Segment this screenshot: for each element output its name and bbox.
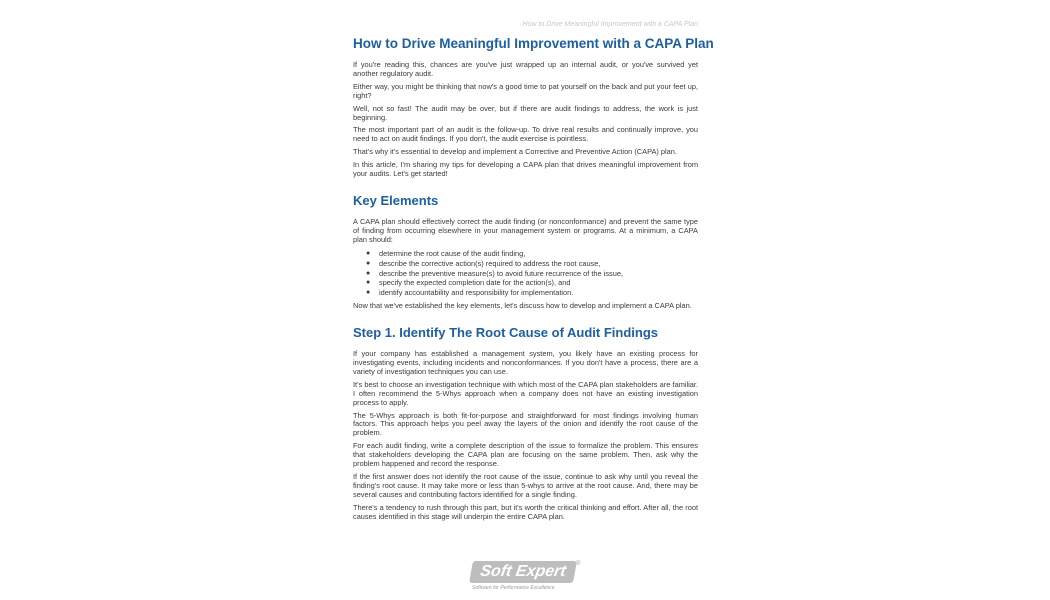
step1-paragraph: If the first answer does not identify the root cause of the issue, continue to ask why until you reveal the finding's root cause. It may take more or less than 5-whys to arrive at the root cause. And, there may be several causes and contributing factors identified for a single finding.	[353, 472, 698, 499]
intro-paragraph: The most important part of an audit is the follow-up. To drive real results and continually improve, you need to act on audit findings. If you don't, the audit exercise is pointless.	[353, 125, 698, 144]
list-item: ● determine the root cause of the audit finding,	[366, 248, 526, 258]
key-elements-closing: Now that we've established the key elements, let's discuss how to develop and implement a CAPA plan.	[353, 301, 692, 311]
bullet-icon: ●	[366, 269, 371, 277]
bullet-icon: ●	[366, 249, 371, 257]
bullet-icon: ●	[366, 279, 371, 287]
logo-wordmark: Soft Expert	[469, 561, 577, 583]
step1-paragraph: There's a tendency to rush through this part, but it's worth the critical thinking and effort. After all, the root causes identified in this stage will underpin the entire CAPA plan.	[353, 502, 698, 521]
running-header: How to Drive Meaningful Improvement with a CAPA Plan	[522, 21, 698, 28]
intro-paragraph: If you're reading this, chances are you've just wrapped up an internal audit, or you've survived yet another regulatory audit.	[353, 60, 698, 78]
article-title: How to Drive Meaningful Improvement with a CAPA Plan	[353, 36, 714, 51]
intro-paragraph: That's why it's essential to develop and implement a Corrective and Preventive Action (CAPA) plan.	[353, 147, 677, 157]
logo-tagline: Software for Performance Excellence	[472, 585, 555, 591]
bullet-icon: ●	[366, 259, 371, 267]
step1-paragraph: For each audit finding, write a complete description of the issue to formalize the problem. This ensures that stakeholders developing the CAPA plan are focusing on the same problem. Then, ask why the problem happened and record the response.	[353, 441, 698, 469]
bullet-icon: ●	[366, 289, 371, 297]
registered-mark-icon: ®	[576, 561, 581, 567]
key-elements-list	[353, 249, 698, 299]
section-heading-step-1: Step 1. Identify The Root Cause of Audit Findings	[353, 325, 659, 341]
list-item: ● specify the expected completion date for the action(s), and	[366, 278, 571, 288]
article-content	[353, 36, 714, 526]
list-item: ● describe the corrective action(s) required to address the root cause,	[366, 258, 601, 268]
intro-paragraph: Either way, you might be thinking that now's a good time to pat yourself on the back and put your feet up, right?	[353, 81, 698, 100]
step1-paragraph: It's best to choose an investigation technique with which most of the CAPA plan stakeholders are familiar. I often recommend the 5-Whys approach when a company does not have an existing investigation process to apply.	[353, 379, 698, 407]
intro-paragraph: Well, not so fast! The audit may be over, but if there are audit findings to address, the work is just beginning.	[353, 103, 698, 122]
list-item: ● identify accountability and responsibility for implementation.	[366, 288, 574, 298]
section-heading-key-elements: Key Elements	[353, 192, 439, 208]
intro-paragraph: In this article, I'm sharing my tips for developing a CAPA plan that drives meaningful improvement from your audits. Let's get started!	[353, 160, 698, 179]
step1-paragraph: If your company has established a management system, you likely have an existing process for investigating events, including incidents and nonconformances. If you don't have a process, there are a variety of investigation techniques you can use.	[353, 349, 698, 376]
softexpert-logo	[468, 561, 583, 593]
list-item: ● describe the preventive measure(s) to avoid future recurrence of the issue,	[366, 268, 624, 278]
key-elements-lead: A CAPA plan should effectively correct the audit finding (or nonconformance) and prevent the same type of finding from occurring elsewhere in your management system or programs. At a minimum, a CAPA plan should:	[353, 216, 698, 244]
step1-paragraph: The 5-Whys approach is both fit-for-purpose and straightforward for most findings involving human factors. This approach helps you peel away the layers of the onion and identify the root cause of the problem.	[353, 410, 698, 438]
